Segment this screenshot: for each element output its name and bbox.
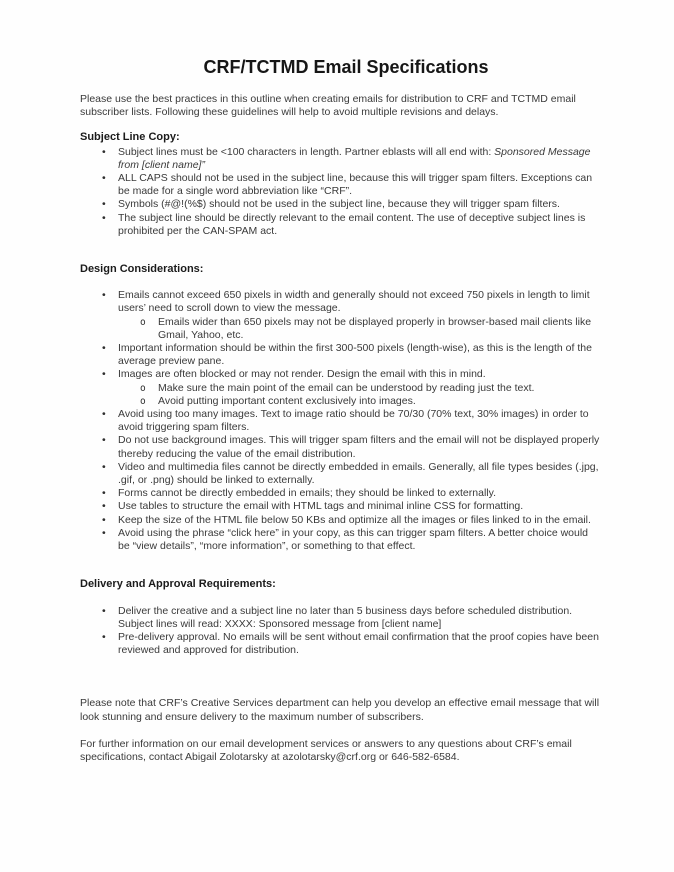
bullet-text: Avoid using too many images. Text to image ratio should be 70/30 (70% text, 30% images) in order to avoid triggering spam filters. [118, 408, 589, 434]
bullet-item [80, 146, 612, 172]
section-heading: Delivery and Approval Requirements: [80, 578, 276, 591]
bullet-list [80, 289, 612, 553]
bullet-marker-icon: • [102, 500, 106, 513]
closing-paragraphs [80, 697, 612, 764]
bullet-marker-icon: • [102, 368, 106, 381]
bullet-item [80, 434, 612, 460]
bullet-text: Forms cannot be directly embedded in emails; they should be linked to externally. [118, 487, 497, 500]
bullet-item [80, 514, 612, 527]
bullet-list [80, 146, 612, 238]
bullet-marker-icon: • [102, 289, 106, 302]
bullet-marker-icon: • [102, 211, 106, 224]
bullet-item [80, 631, 612, 657]
bullet-text: Keep the size of the HTML file below 50 KBs and optimize all the images or files linked to in the email. [118, 513, 591, 526]
bullet-text: Use tables to structure the email with HTML tags and minimal inline CSS for formatting. [118, 500, 524, 513]
sub-bullet-item [80, 382, 612, 395]
sub-bullet-item [80, 316, 612, 342]
bullet-item [80, 500, 612, 513]
bullet-text: Images are often blocked or may not render. Design the email with this in mind. [118, 368, 486, 381]
bullet-item [80, 461, 612, 487]
bullet-item [80, 289, 612, 315]
bullet-marker-icon: • [102, 460, 106, 473]
bullet-marker-icon: • [102, 408, 106, 421]
sub-bullet-text: Avoid putting important content exclusively into images. [158, 394, 416, 407]
bullet-marker-icon: • [102, 604, 106, 617]
section-3 [80, 578, 612, 657]
sections-container [80, 131, 612, 657]
intro-paragraph: Please use the best practices in this outline when creating emails for distribution to CRF and TCTMD email subscriber lists. Following these guidelines will help to avoid multiple revisions and delays. [80, 93, 576, 119]
bullet-text: Symbols (#@!(%$) should not be used in the subject line, because they will trigger spam filters. [118, 198, 560, 211]
bullet-marker-icon: • [102, 630, 106, 643]
section-1 [80, 131, 612, 238]
bullet-text: The subject line should be directly relevant to the email content. The use of deceptive subject lines is prohibited per the CAN-SPAM act. [118, 211, 586, 237]
bullet-text: Avoid using the phrase “click here” in your copy, as this can trigger spam filters. A better choice would be “view details”, “more information”, or something to that effect. [118, 526, 589, 553]
bullet-text: ALL CAPS should not be used in the subject line, because this will trigger spam filters. Exceptions can be made for a single word abbreviation like “CRF”. [118, 172, 593, 198]
bullet-text: Do not use background images. This will trigger spam filters and the email will not be displayed properly thereby reducing the value of the email distribution. [118, 434, 600, 460]
bullet-item [80, 342, 612, 368]
sub-bullet-item [80, 395, 612, 408]
bullet-item [80, 368, 612, 381]
bullet-marker-icon: • [102, 487, 106, 500]
bullet-item [80, 212, 612, 238]
bullet-item [80, 172, 612, 198]
bullet-text: Subject lines must be <100 characters in length. Partner eblasts will all end with: Sponsored Message from [client name]” [118, 145, 591, 171]
bullet-marker-icon: • [102, 145, 106, 158]
bullet-marker-icon: • [102, 342, 106, 355]
bullet-text: Important information should be within the first 300-500 pixels (length-wise), as this is the length of the average preview pane. [118, 342, 592, 368]
closing-paragraph-1: Please note that CRF’s Creative Services department can help you develop an effective email message that will look stunning and ensure delivery to the maximum number of subscribers. [80, 697, 600, 723]
bullet-text: Emails cannot exceed 650 pixels in width and generally should not exceed 750 pixels in length to limit users’ need to scroll down to view the message. [118, 289, 590, 315]
bullet-item [80, 487, 612, 500]
bullet-text: Pre-delivery approval. No emails will be sent without email confirmation that the proof copies have been reviewed and approved for distribution. [118, 630, 599, 657]
bullet-marker-icon: • [102, 513, 106, 526]
section-heading: Subject Line Copy: [80, 131, 180, 144]
bullet-marker-icon: • [102, 526, 106, 539]
section-2 [80, 263, 612, 553]
bullet-item [80, 605, 612, 631]
sub-bullet-text: Emails wider than 650 pixels may not be displayed properly in browser-based mail clients like Gmail, Yahoo, etc. [158, 315, 592, 341]
bullet-text: Video and multimedia files cannot be directly embedded in emails. Generally, all file types besides (.jpg, .gif, or .png) should be linked to externally. [118, 460, 599, 487]
closing-paragraph-2: For further information on our email development services or answers to any questions about CRF’s email specifications, contact Abigail Zolotarsky at azolotarsky@crf.org or 646-582-6584. [80, 737, 572, 763]
bullet-item [80, 527, 612, 553]
sub-bullet-marker-icon: o [140, 395, 146, 407]
sub-bullet-marker-icon: o [140, 382, 146, 394]
bullet-item [80, 408, 612, 434]
sub-bullet-marker-icon: o [140, 316, 146, 328]
sub-bullet-text: Make sure the main point of the email can be understood by reading just the text. [158, 381, 535, 394]
bullet-marker-icon: • [102, 434, 106, 447]
bullet-marker-icon: • [102, 198, 106, 211]
section-heading: Design Considerations: [80, 263, 204, 276]
bullet-list [80, 605, 612, 658]
document-title: CRF/TCTMD Email Specifications [203, 57, 489, 77]
bullet-text: Deliver the creative and a subject line no later than 5 business days before scheduled distribution. Subject lines will read: XXXX: Sponsored message from [client name] [118, 604, 573, 630]
bullet-item [80, 198, 612, 211]
bullet-marker-icon: • [102, 172, 106, 185]
